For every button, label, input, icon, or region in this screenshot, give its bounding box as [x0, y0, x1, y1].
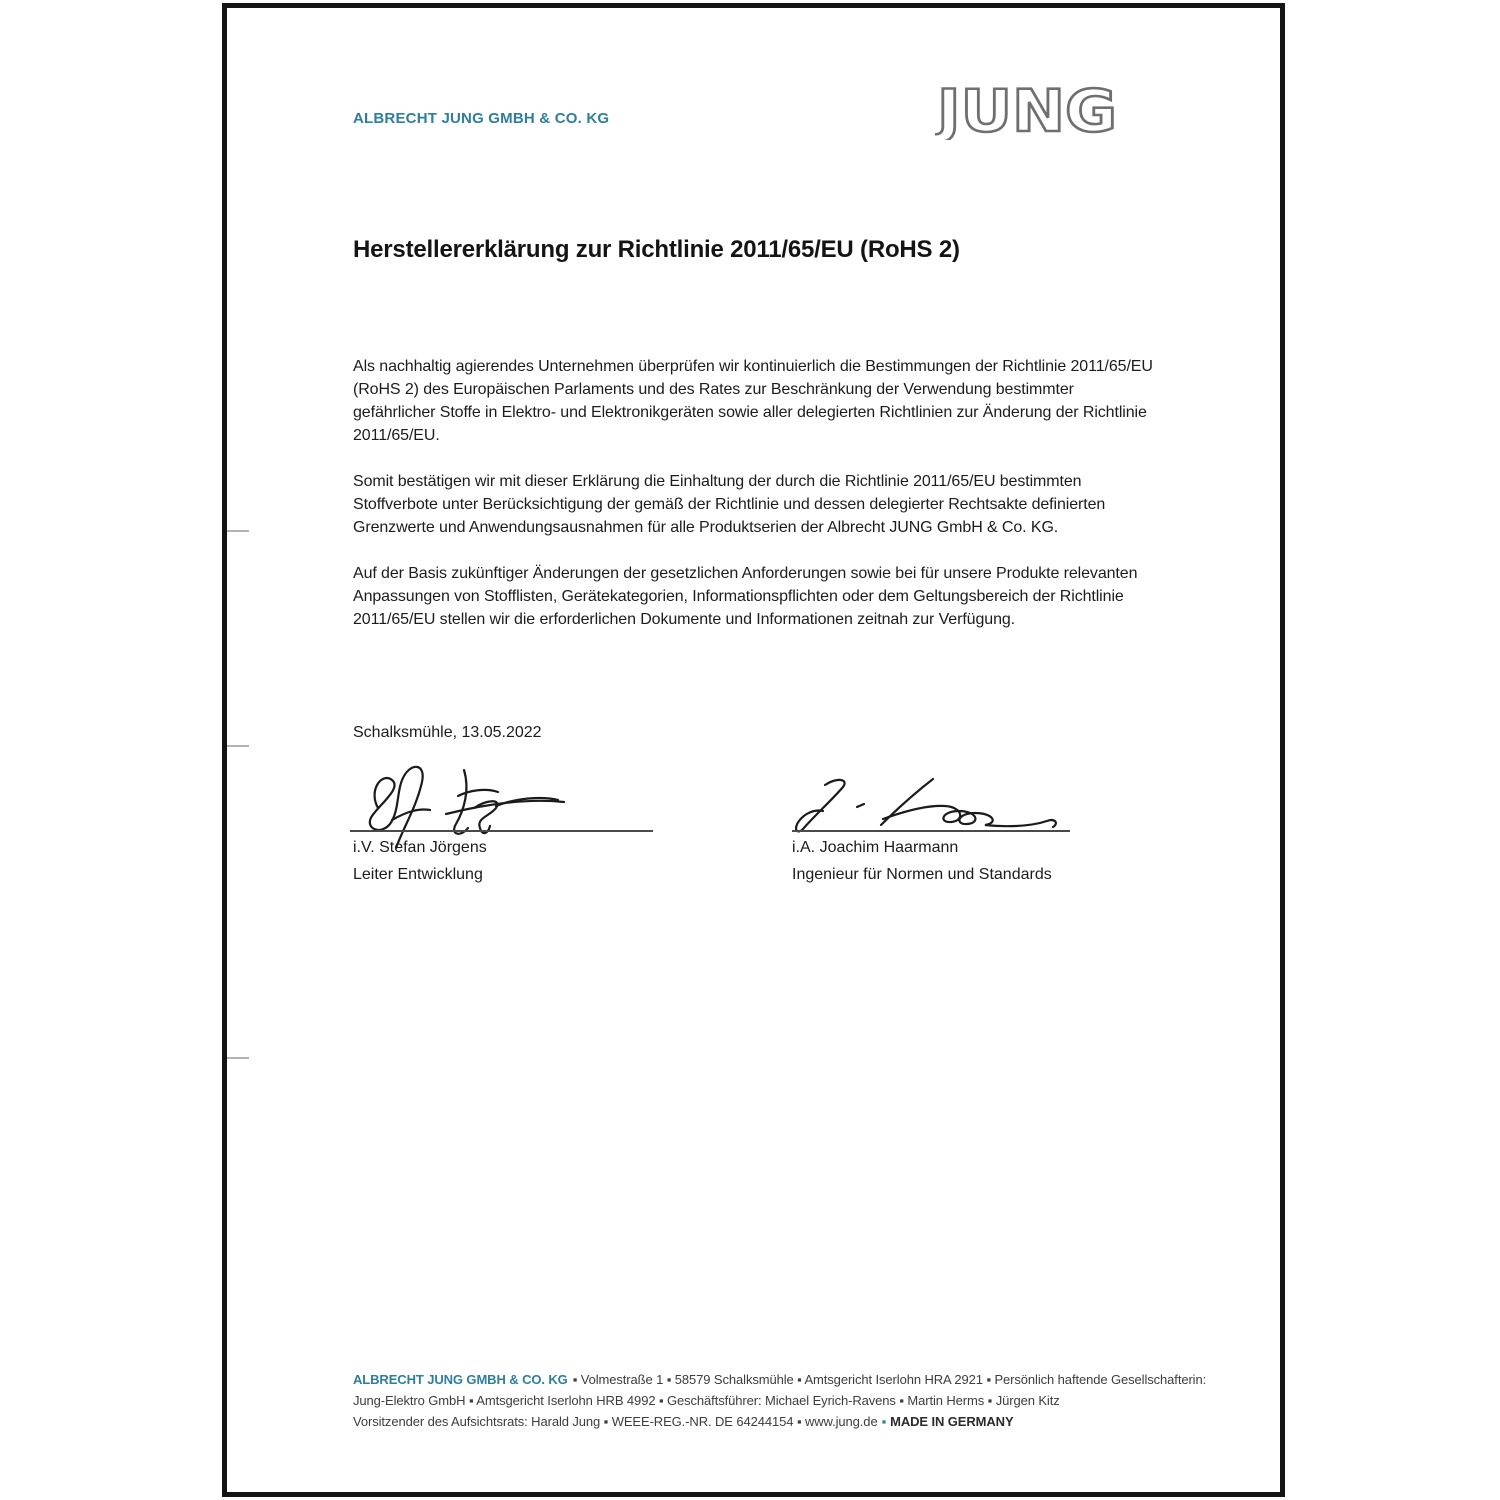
- fold-mark-top: [227, 530, 249, 532]
- document-title: Herstellererklärung zur Richtlinie 2011/65/EU (RoHS 2): [353, 236, 960, 263]
- signatory-name-left: i.V. Stefan Jörgens: [353, 839, 487, 856]
- place-date-line: Schalksmühle, 13.05.2022: [353, 724, 542, 741]
- signatory-role-right: Ingenieur für Normen und Standards: [792, 866, 1052, 883]
- footer: [353, 1369, 1206, 1432]
- footer-line-3-text: Vorsitzender des Aufsichtsrats: Harald Jung ▪ WEEE-REG.-NR. DE 64244154 ▪ www.jung.de: [353, 1414, 878, 1429]
- paragraph-1: Als nachhaltig agierendes Unternehmen überprüfen wir kontinuierlich die Bestimmungen der Richtlinie 2011/65/EU (RoHS 2) des Europäischen Parlaments und des Rates zur Beschränkung der Verwendung bestimmter gefährlicher Stoffe in Elektro- und Elektronikgeräten sowie aller delegierten Richtlinien zur Änderung der Richtlinie 2011/65/EU.: [353, 358, 1153, 444]
- footer-line-2: Jung-Elektro GmbH ▪ Amtsgericht Iserlohn HRB 4992 ▪ Geschäftsführer: Michael Eyrich-Ravens ▪ Martin Herms ▪ Jürgen Kitz: [353, 1393, 1060, 1408]
- paragraph-3: Auf der Basis zukünftiger Änderungen der gesetzlichen Anforderungen sowie bei für unsere Produkte relevanten Anpassungen von Stofflisten, Gerätekategorien, Informationspflichten oder dem Geltungsbereich der Richtlinie 2011/65/EU stellen wir die erforderlichen Dokumente und Informationen zeitnah zur Verfügung.: [353, 565, 1138, 628]
- fold-mark-bottom: [227, 1057, 249, 1059]
- footer-accent-bullet: ▪: [881, 1414, 887, 1429]
- fold-mark-middle: [227, 745, 249, 747]
- paragraph-2: Somit bestätigen wir mit dieser Erklärung die Einhaltung der durch die Richtlinie 2011/65/EU bestimmten Stoffverbote unter Berücksichtigung der gemäß der Richtlinie und dessen delegierter Rechtsakte definierten Grenzwerte und Anwendungsausnahmen für alle Produktserien der Albrecht JUNG GmbH & Co. KG.: [353, 473, 1106, 536]
- signature-line-right: [792, 830, 1070, 832]
- footer-company-name: ALBRECHT JUNG GMBH & CO. KG: [353, 1372, 568, 1387]
- signatory-role-left: Leiter Entwicklung: [353, 866, 483, 883]
- footer-line-1-text: ▪ Volmestraße 1 ▪ 58579 Schalksmühle ▪ Amtsgericht Iserlohn HRA 2921 ▪ Persönlich haftende Gesellschafterin:: [572, 1372, 1207, 1387]
- document-page: [222, 3, 1285, 1497]
- signatory-name-right: i.A. Joachim Haarmann: [792, 839, 959, 856]
- svg-text:JUNG: JUNG: [935, 80, 1117, 140]
- made-in-germany-label: MADE IN GERMANY: [890, 1414, 1014, 1429]
- signature-line-left: [350, 830, 653, 832]
- footer-line-1: [353, 1369, 1206, 1390]
- jung-logo-icon: [935, 80, 1121, 140]
- signature-joachim-haarmann-icon: [783, 771, 1083, 837]
- header-company-name: ALBRECHT JUNG GMBH & CO. KG: [353, 110, 610, 127]
- body-text: [353, 355, 1153, 654]
- jung-logo: [935, 80, 1121, 140]
- footer-line-3: [353, 1411, 1206, 1432]
